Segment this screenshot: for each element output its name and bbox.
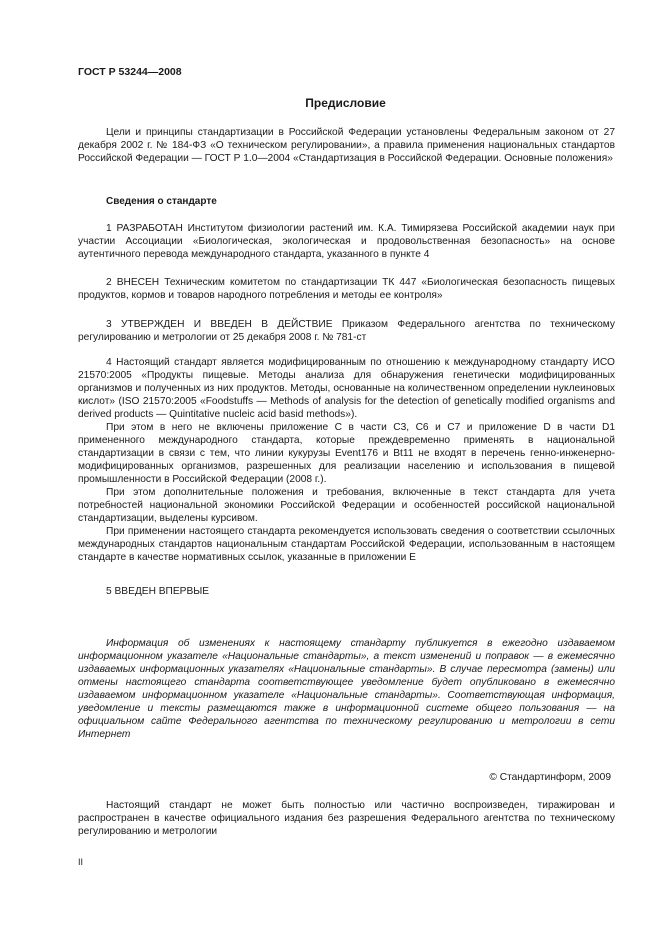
section-subtitle: Сведения о стандарте bbox=[106, 196, 217, 207]
info-block bbox=[78, 637, 615, 741]
page-number: II bbox=[78, 857, 84, 867]
intro-block bbox=[78, 126, 615, 165]
item-3-paragraph: 3 УТВЕРЖДЕН И ВВЕДЕН В ДЕЙСТВИЕ Приказом Федерального агентства по техническому регулированию и метрологии от 25 декабря 2008 г. № 781-ст bbox=[78, 319, 615, 343]
item-1-paragraph: 1 РАЗРАБОТАН Институтом физиологии растений им. К.А. Тимирязева Российской академии наук при участии Ассоциации «Биологическая, экологическая и продовольственная безопасность» на основе аутентичного перевода международного стандарта, указанного в пункте 4 bbox=[78, 223, 615, 260]
item-2-paragraph: 2 ВНЕСЕН Техническим комитетом по стандартизации ТК 447 «Биологическая безопасность пищевых продуктов, кормов и товаров народного потребления и методы ее контроля» bbox=[78, 277, 615, 301]
info-paragraph: Информация об изменениях к настоящему стандарту публикуется в ежегодно издаваемом информационном указателе «Национальные стандарты», а текст изменений и поправок — в ежемесячно издаваемых информационных указателях «Национальные стандарты». В случае пересмотра (замены) или отмены настоящего стандарта соответствующее уведомление будет опубликовано в ежемесячно издаваемом информационном указателе «Национальные стандарты». Соответствующая информация, уведомление и тексты размещаются также в информационной системе общего пользования — на официальном сайте Федерального агентства по техническому регулированию и метрологии в сети Интернет bbox=[78, 638, 615, 740]
footer-paragraph: Настоящий стандарт не может быть полностью или частично воспроизведен, тиражирован и распространен в качестве официального издания без разрешения Федерального агентства по техническому регулированию и метрологии bbox=[78, 800, 615, 837]
item-4-paragraph-exclusions: При этом в него не включены приложение С в части C3, С6 и С7 и приложение D в части D1 примененного международного стандарта, которые преждевременно применять в национальной стандартизации в связи с тем, что линии кукурузы Event176 и Bt11 не входят в перечень генно-инженерно-модифицированных организмов, разрешенных для реализации населению и использования в пищевой промышленности в Российской Федерации (2008 г.). bbox=[78, 422, 615, 485]
item-4-block bbox=[78, 356, 615, 564]
page-title: Предисловие bbox=[305, 96, 386, 110]
document-header: ГОСТ Р 53244—2008 bbox=[78, 66, 182, 78]
item-4-paragraph-main: 4 Настоящий стандарт является модифицированным по отношению к международному стандарту ИСО 21570:2005 «Продукты пищевые. Методы анализа для обнаружения генетически модифицированных организмов и полученных из них продуктов. Методы, основанные на количественном определении нуклеиновых кислот» (ISO 21570:2005 «Foodstuffs — Methods of analysis for the detection of genetically modified organisms and derived products — Quintitative nucleic acid basid methods»). bbox=[78, 357, 615, 420]
item-3-block bbox=[78, 318, 615, 344]
item-1-block bbox=[78, 222, 615, 261]
copyright-line: © Стандартинформ, 2009 bbox=[489, 772, 611, 783]
item-2-block bbox=[78, 276, 615, 302]
item-4-paragraph-references: При применении настоящего стандарта рекомендуется использовать сведения о соответствии ссылочных международных стандартов национальным стандартам Российской Федерации, использованным в настоящем стандарте в качестве нормативных ссылок, указанные в приложении Е bbox=[78, 526, 615, 563]
item-4-paragraph-additions: При этом дополнительные положения и требования, включенные в текст стандарта для учета потребностей национальной экономики Российской Федерации и особенностей российской национальной стандартизации, выделены курсивом. bbox=[78, 487, 615, 524]
footer-block bbox=[78, 799, 615, 838]
item-5-paragraph: 5 ВВЕДЕН ВПЕРВЫЕ bbox=[106, 586, 210, 597]
intro-paragraph: Цели и принципы стандартизации в Российской Федерации установлены Федеральным законом от 27 декабря 2002 г. № 184-ФЗ «О техническом регулировании», а правила применения национальных стандартов Российской Федерации — ГОСТ Р 1.0—2004 «Стандартизация в Российской Федерации. Основные положения» bbox=[78, 127, 615, 164]
